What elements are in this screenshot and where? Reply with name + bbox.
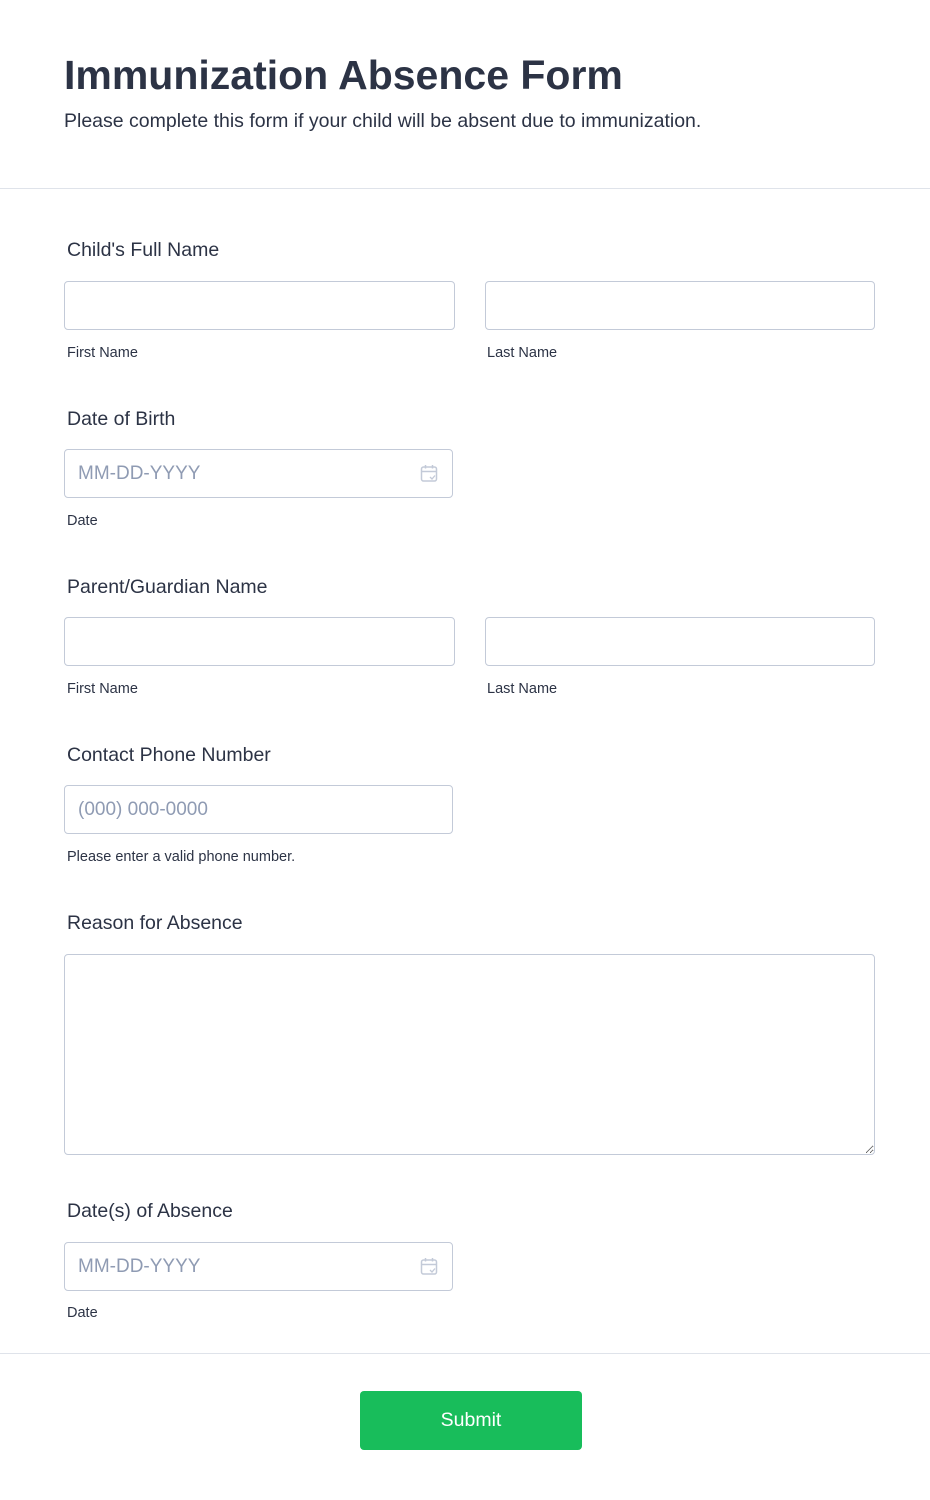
parent-name-label: Parent/Guardian Name: [67, 576, 268, 598]
child-first-name-input[interactable]: [64, 281, 455, 330]
phone-sublabel: Please enter a valid phone number.: [67, 849, 296, 865]
dob-input[interactable]: [64, 449, 453, 498]
calendar-icon[interactable]: [420, 464, 438, 483]
footer-divider: [0, 1353, 930, 1354]
absence-dates-placeholder: MM-DD-YYYY: [78, 1255, 201, 1277]
parent-last-name-input[interactable]: [485, 617, 875, 666]
dob-sublabel: Date: [67, 513, 98, 529]
reason-textarea[interactable]: [64, 954, 875, 1155]
form-title: Immunization Absence Form: [64, 52, 623, 98]
dob-placeholder: MM-DD-YYYY: [78, 462, 201, 484]
header-divider: [0, 188, 930, 189]
parent-last-name-sublabel: Last Name: [487, 681, 558, 697]
phone-label: Contact Phone Number: [67, 744, 271, 766]
dob-label: Date of Birth: [67, 408, 176, 430]
submit-button[interactable]: Submit: [360, 1391, 582, 1450]
calendar-icon[interactable]: [420, 1257, 438, 1276]
phone-placeholder: (000) 000-0000: [78, 798, 208, 820]
absence-dates-label: Date(s) of Absence: [67, 1200, 233, 1222]
child-name-label: Child's Full Name: [67, 239, 220, 261]
absence-dates-input[interactable]: [64, 1242, 453, 1291]
parent-first-name-sublabel: First Name: [67, 681, 138, 697]
child-first-name-sublabel: First Name: [67, 345, 138, 361]
form-subtitle: Please complete this form if your child will be absent due to immunization.: [64, 110, 702, 132]
parent-first-name-input[interactable]: [64, 617, 455, 666]
reason-label: Reason for Absence: [67, 912, 243, 934]
child-last-name-sublabel: Last Name: [487, 345, 558, 361]
absence-dates-sublabel: Date: [67, 1305, 98, 1321]
child-last-name-input[interactable]: [485, 281, 875, 330]
phone-input[interactable]: [64, 785, 453, 834]
